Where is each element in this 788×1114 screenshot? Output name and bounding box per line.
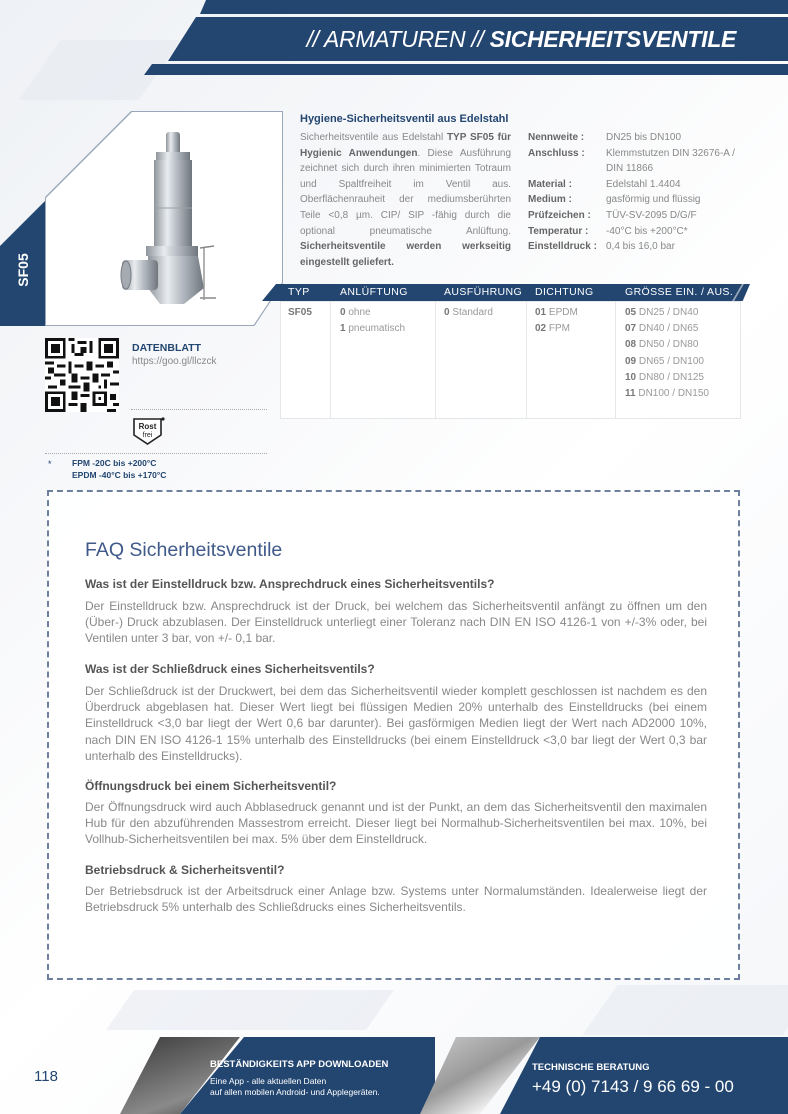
spec-row bbox=[528, 146, 746, 177]
product-title: Hygiene-Sicherheitsventil aus Edelstahl bbox=[300, 113, 509, 125]
option-label: ohne bbox=[348, 307, 371, 318]
spec-row bbox=[528, 192, 746, 208]
rostfrei-badge-icon bbox=[131, 416, 165, 446]
faq-answer: Der Einstelldruck bzw. Ansprechdruck ist der Druck, bei welchem das Sicherheitsventil anfängt zu öffnen um den (Über-) Druck abzublasen. Der Einstelldruck unterliegt einer Toleranz nach DIN EN ISO 4126-1 von +/-3% oder, bei Ventilen unter 3 bar, von +/- 0,1 bar. bbox=[85, 599, 707, 646]
background-tile bbox=[106, 990, 394, 1030]
product-description-emphasis: TYP SF05 für Hygienic Anwendungen bbox=[300, 132, 511, 159]
datasheet-link[interactable]: https://goo.gl/llczck bbox=[132, 356, 217, 367]
product-description-emphasis: Sicherheitsventile werden werkseitig eingestellt geliefert. bbox=[300, 241, 511, 268]
page-title-category: // ARMATUREN // bbox=[306, 26, 490, 52]
option-code: 1 bbox=[340, 323, 346, 335]
option-code: 10 bbox=[625, 371, 637, 383]
option-item bbox=[625, 321, 709, 337]
spec-value: TÜV-SV-2095 D/G/F bbox=[606, 209, 697, 221]
typ-value: SF05 bbox=[288, 307, 312, 318]
badge-line1: Rost bbox=[138, 422, 157, 431]
spec-key: Einstelldruck : bbox=[528, 241, 597, 253]
divider bbox=[45, 453, 267, 454]
faq-question: Was ist der Einstelldruck bzw. Ansprechdruck eines Sicherheitsventils? bbox=[85, 577, 495, 591]
option-code: 09 bbox=[625, 355, 637, 367]
column-header-ausfuehrung: AUSFÜHRUNG bbox=[444, 286, 523, 298]
option-label: DN100 / DN150 bbox=[638, 388, 709, 400]
option-label: pneumatisch bbox=[348, 323, 406, 335]
spec-row bbox=[528, 224, 746, 240]
option-code: 11 bbox=[625, 388, 636, 400]
option-label: EPDM bbox=[548, 307, 578, 318]
side-tab-label: SF05 bbox=[15, 253, 31, 287]
spec-key: Material : bbox=[528, 178, 572, 190]
technical-support-title: TECHNISCHE BERATUNG bbox=[532, 1062, 650, 1073]
header-band-bottom bbox=[144, 64, 788, 75]
option-item bbox=[340, 305, 405, 321]
option-code: 02 bbox=[535, 323, 547, 335]
option-code: 0 bbox=[340, 307, 346, 318]
column-divider bbox=[330, 301, 331, 419]
column-header-anlueftung: ANLÜFTUNG bbox=[340, 286, 408, 298]
footnote-marker: * bbox=[48, 459, 52, 469]
faq-answer: Der Betriebsdruck ist der Arbeitsdruck einer Anlage bzw. Systems unter Normalumständen. Idealerweise liegt der Betriebsdruck 5% unterhalb des Schließdrucks eines Sicherheitsventils. bbox=[85, 884, 707, 915]
spec-row bbox=[528, 239, 746, 255]
column-divider bbox=[615, 301, 616, 419]
footnote-line: FPM -20C bis +200°C bbox=[72, 458, 157, 468]
spec-key: Anschluss : bbox=[528, 147, 585, 159]
page-number: 118 bbox=[34, 1068, 58, 1085]
option-label: FPM bbox=[548, 323, 571, 335]
faq-question: Was ist der Schließdruck eines Sicherheitsventils? bbox=[85, 662, 375, 676]
header-band-top bbox=[200, 0, 788, 14]
app-download-line: auf allen mobilen Android- und Applegeräten. bbox=[210, 1086, 380, 1097]
option-label: DN40 / DN65 bbox=[638, 323, 699, 335]
table-cell-typ bbox=[288, 305, 312, 321]
option-code: 08 bbox=[625, 339, 637, 351]
option-code: 07 bbox=[625, 323, 637, 335]
option-item bbox=[535, 321, 578, 337]
faq-answer: Der Schließdruck ist der Druckwert, bei dem das Sicherheitsventil wieder komplett geschlossen ist nachdem es den Überdruck abgeblasen hat. Dieser Wert liegt bei flüssigen Medien 20% unterhalb des Einstelldrucks (bei einem Einstelldruck <3,0 bar liegt der Wert 0,6 bar darunter). Bei gasförmigen Medien liegt der Wert nach AD2000 10%, nach DIN EN ISO 4126-1 15% unterhalb des Einstelldrucks (bei einem Einstelldruck <3,0 bar liegt der Wert 0,3 bar unterhalb des Einstelldrucks). bbox=[85, 684, 707, 763]
app-download-line: Eine App - alle aktuellen Daten bbox=[210, 1076, 327, 1086]
column-header-groesse: GRÖSSE EIN. / AUS. bbox=[625, 286, 734, 298]
spec-value: Edelstahl 1.4404 bbox=[606, 178, 681, 190]
spec-value: Klemmstutzen DIN 32676-A / DIN 11866 bbox=[606, 147, 735, 175]
option-label: DN65 / DN100 bbox=[638, 355, 704, 367]
table-cell-dichtung bbox=[535, 305, 578, 337]
table-cell-anlueftung bbox=[340, 305, 405, 337]
column-divider bbox=[526, 301, 527, 419]
option-item bbox=[625, 305, 709, 321]
divider bbox=[131, 409, 267, 410]
spec-list bbox=[528, 130, 746, 255]
safety-valve-image bbox=[120, 128, 220, 318]
page-title-section: SICHERHEITSVENTILE bbox=[489, 26, 736, 52]
option-code: 0 bbox=[444, 307, 450, 318]
option-item bbox=[625, 337, 709, 353]
spec-row bbox=[528, 177, 746, 193]
spec-row bbox=[528, 130, 746, 146]
footnote bbox=[72, 458, 166, 481]
footnote-line: EPDM -40°C bis +170°C bbox=[72, 469, 167, 480]
option-label: DN25 / DN40 bbox=[638, 307, 699, 318]
technical-support-banner bbox=[500, 1037, 788, 1114]
option-item bbox=[340, 321, 405, 337]
column-header-typ: TYP bbox=[288, 286, 310, 298]
spec-value: 0,4 bis 16,0 bar bbox=[606, 241, 675, 253]
product-description bbox=[300, 130, 511, 270]
column-divider bbox=[435, 301, 436, 419]
spec-key: Prüfzeichen : bbox=[528, 209, 591, 221]
product-description-text: . Diese Ausführung zeichnet sich durch ihren minimierten Totraum und Spaltfreiheit im Ventil aus. Oberflächenrauheit der mediumsberührten Teile <0,8 µm. CIP/ SIP -fähig durch die optional pneumatische Anlüftung. bbox=[300, 147, 512, 237]
app-download-text bbox=[210, 1076, 380, 1097]
app-download-title[interactable]: BESTÄNDIGKEITS APP DOWNLOADEN bbox=[210, 1059, 389, 1070]
datasheet-title: DATENBLATT bbox=[132, 342, 202, 354]
option-label: DN80 / DN125 bbox=[638, 371, 704, 383]
option-item bbox=[535, 305, 578, 321]
option-item bbox=[625, 370, 709, 386]
spec-value: DN25 bis DN100 bbox=[606, 132, 682, 143]
spec-key: Medium : bbox=[528, 194, 572, 206]
option-label: DN50 / DN80 bbox=[638, 339, 699, 351]
option-item bbox=[444, 305, 493, 321]
spec-key: Nennweite : bbox=[528, 132, 585, 143]
spec-row bbox=[528, 208, 746, 224]
qr-code-icon[interactable] bbox=[45, 338, 119, 412]
background-tile bbox=[582, 985, 788, 1035]
option-code: 01 bbox=[535, 307, 547, 318]
faq-question: Betriebsdruck & Sicherheitsventil? bbox=[85, 863, 285, 877]
spec-value: -40°C bis +200°C* bbox=[606, 225, 688, 237]
table-cell-groesse bbox=[625, 305, 709, 402]
product-description-text: Sicherheitsventile aus Edelstahl bbox=[300, 132, 447, 143]
option-code: 05 bbox=[625, 307, 637, 318]
spec-key: Temperatur : bbox=[528, 225, 589, 237]
badge-line2: frei bbox=[142, 432, 153, 439]
column-header-dichtung: DICHTUNG bbox=[535, 286, 594, 298]
page-title bbox=[307, 26, 736, 53]
spec-value: gasförmig und flüssig bbox=[606, 194, 701, 206]
option-item bbox=[625, 354, 709, 370]
table-cell-ausfuehrung bbox=[444, 305, 493, 321]
faq-question: Öffnungsdruck bei einem Sicherheitsventil? bbox=[85, 779, 337, 793]
support-phone-number[interactable]: +49 (0) 7143 / 9 66 69 - 00 bbox=[532, 1077, 734, 1096]
option-item bbox=[625, 386, 709, 402]
faq-answer: Der Öffnungsdruck wird auch Abblasedruck genannt und ist der Punkt, an dem das Sicherheitsventil den maximalen Hub für den abzuführenden Massestrom erreicht. Dieser liegt bei Normalhub-Sicherheitsventilen bei max. 10%, bei Vollhub-Sicherheitsventilen bei max. 5% über dem Einstelldruck. bbox=[85, 800, 707, 847]
faq-title: FAQ Sicherheitsventile bbox=[85, 539, 283, 561]
option-label: Standard bbox=[452, 307, 493, 318]
